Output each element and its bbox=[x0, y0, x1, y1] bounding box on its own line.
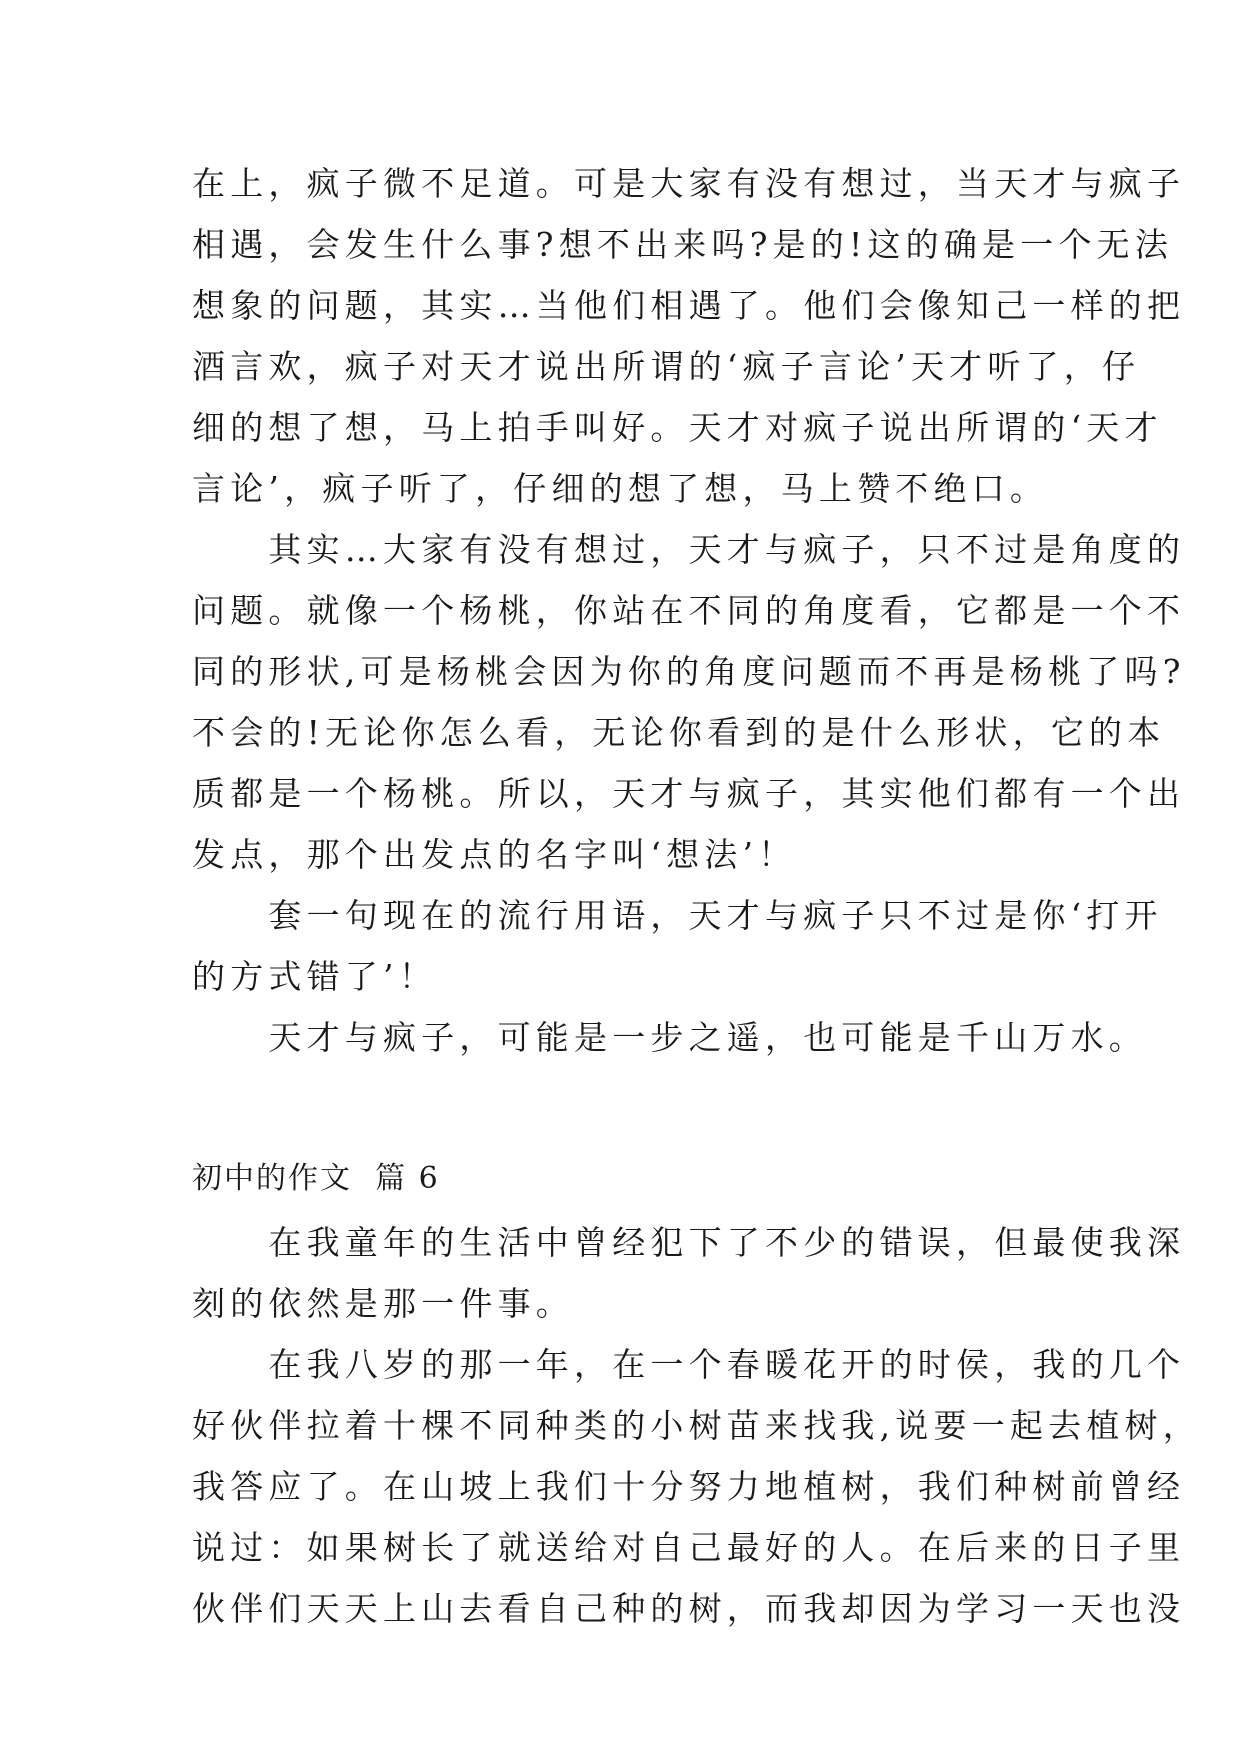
text-line: 细的想了想，马上拍手叫好。天才对疯子说出所谓的‘天才 bbox=[192, 408, 1163, 447]
text-line: 我答应了。在山坡上我们十分努力地植树，我们种树前曾经 bbox=[192, 1467, 1186, 1506]
text-line: 天才与疯子，可能是一步之遥，也可能是千山万水。 bbox=[192, 1018, 1147, 1057]
text-line: 在我八岁的那一年，在一个春暖花开的时侯，我的几个 bbox=[192, 1345, 1186, 1384]
text-line: 套一句现在的流行用语，天才与疯子只不过是你‘打开 bbox=[192, 896, 1163, 935]
essay-section-5-continued bbox=[192, 153, 1186, 1068]
text-line: 发点，那个出发点的名字叫‘想法’！ bbox=[192, 835, 797, 874]
text-line: 不会的!无论你怎么看，无论你看到的是什么形状，它的本 bbox=[192, 713, 1166, 752]
text-line: 在上，疯子微不足道。可是大家有没有想过，当天才与疯子 bbox=[192, 164, 1186, 203]
text-line: 质都是一个杨桃。所以，天才与疯子，其实他们都有一个出 bbox=[192, 774, 1186, 813]
text-line: 酒言欢，疯子对天才说出所谓的‘疯子言论’天才听了，仔 bbox=[192, 347, 1141, 386]
text-line: 同的形状,可是杨桃会因为你的角度问题而不再是杨桃了吗? bbox=[192, 652, 1186, 691]
text-line: 问题。就像一个杨桃，你站在不同的角度看，它都是一个不 bbox=[192, 591, 1186, 630]
text-line: 相遇，会发生什么事?想不出来吗?是的!这的确是一个无法 bbox=[192, 225, 1174, 264]
text-line: 伙伴们天天上山去看自己种的树，而我却因为学习一天也没 bbox=[192, 1589, 1186, 1628]
text-line: 说过：如果树长了就送给对自己最好的人。在后来的日子里 bbox=[192, 1528, 1186, 1567]
text-line: 在我童年的生活中曾经犯下了不少的错误，但最使我深 bbox=[192, 1223, 1186, 1262]
text-line: 其实…大家有没有想过，天才与疯子，只不过是角度的 bbox=[192, 530, 1186, 569]
text-line: 言论’，疯子听了，仔细的想了想，马上赞不绝口。 bbox=[192, 469, 1049, 508]
essay-section-6 bbox=[192, 1146, 1201, 1639]
section-gap bbox=[192, 1068, 1052, 1146]
text-line: 想象的问题，其实…当他们相遇了。他们会像知己一样的把 bbox=[192, 286, 1186, 325]
text-line: 好伙伴拉着十棵不同种类的小树苗来找我,说要一起去植树， bbox=[192, 1406, 1201, 1445]
document-page bbox=[192, 153, 1201, 1639]
text-line: 的方式错了’！ bbox=[192, 957, 437, 996]
section-heading: 初中的作文 篇 6 bbox=[192, 1161, 440, 1196]
text-line: 刻的依然是那一件事。 bbox=[192, 1284, 574, 1323]
